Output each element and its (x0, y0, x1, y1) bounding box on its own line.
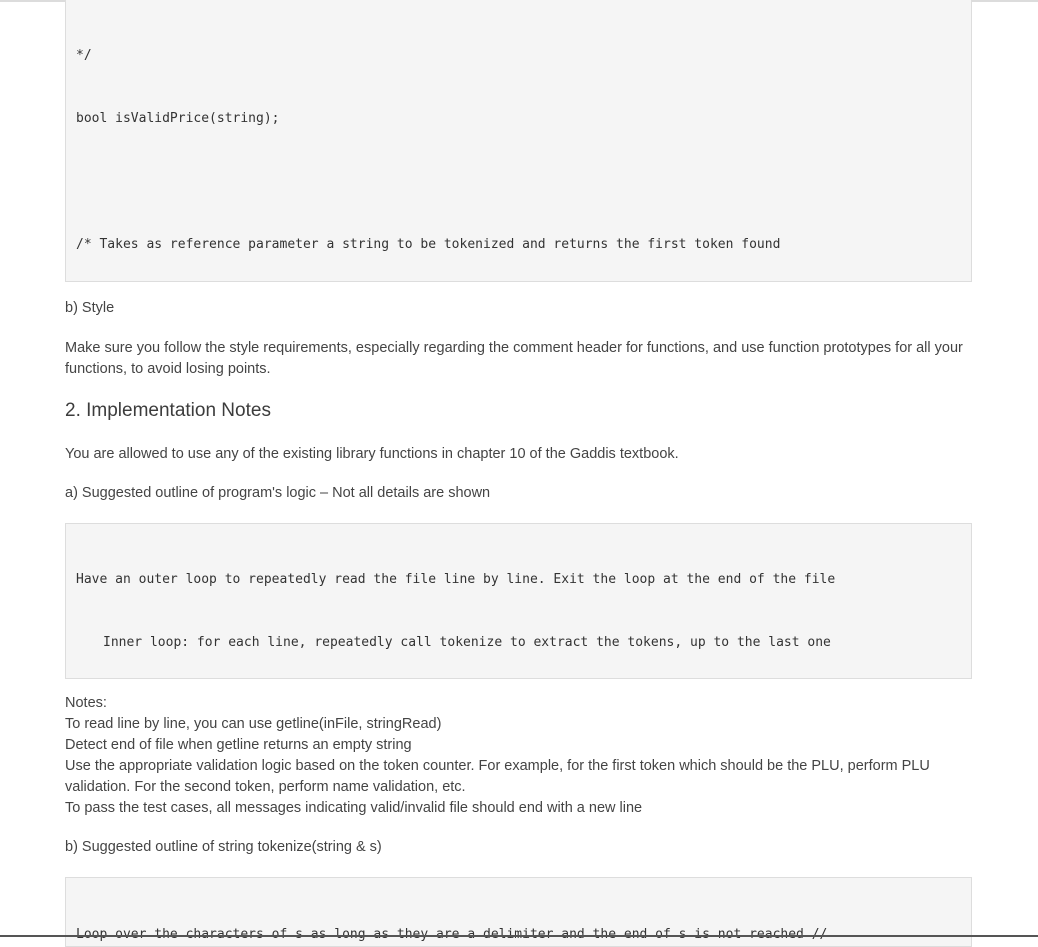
code-line: */ (76, 48, 92, 63)
notes-line: To read line by line, you can use getline(inFile, stringRead) (65, 716, 442, 732)
code-line (76, 171, 971, 192)
notes-title: Notes: (65, 695, 107, 711)
notes-line: Detect end of file when getline returns an empty string (65, 737, 412, 753)
notes-line: Use the appropriate validation logic based on the token counter. For example, for the first token which should be the PLU, perform PLU validation. For the second token, perform name validation, etc. (65, 758, 930, 795)
notes-line: To pass the test cases, all messages indicating valid/invalid file should end with a new line (65, 800, 643, 816)
style-heading: b) Style (65, 300, 115, 316)
code-line: /* Takes as reference parameter a string to be tokenized and returns the first token found (76, 237, 781, 252)
tokenize-outline-heading: b) Suggested outline of string tokenize(string & s) (65, 839, 382, 855)
implementation-notes-heading: 2. Implementation Notes (65, 400, 271, 421)
notes-section (65, 693, 965, 819)
outline-heading: a) Suggested outline of program's logic – Not all details are shown (65, 485, 491, 501)
code-block-program-outline (65, 523, 972, 679)
implementation-paragraph: You are allowed to use any of the existing library functions in chapter 10 of the Gaddis textbook. (65, 446, 679, 462)
code-block-prototypes (65, 0, 972, 282)
style-paragraph: Make sure you follow the style requirements, especially regarding the comment header for functions, and use function prototypes for all your functions, to avoid losing points. (65, 340, 963, 377)
code-line: Have an outer loop to repeatedly read the file line by line. Exit the loop at the end of the file (76, 572, 836, 587)
code-line: Inner loop: for each line, repeatedly call tokenize to extract the tokens, up to the last one (103, 635, 831, 650)
code-line: bool isValidPrice(string); (76, 111, 280, 126)
